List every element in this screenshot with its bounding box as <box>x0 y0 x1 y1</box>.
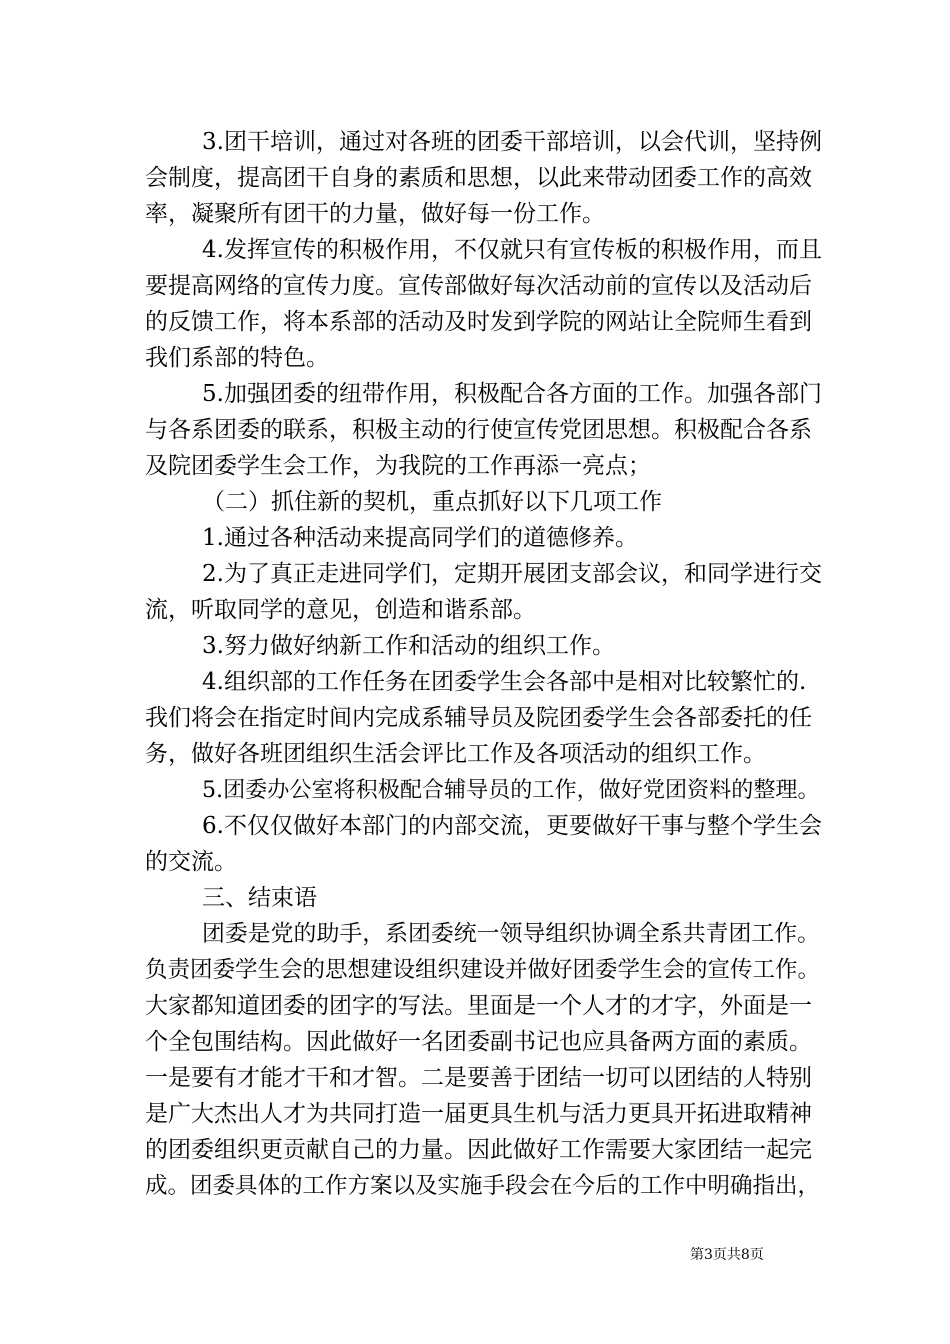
text-line-8: 5.加强团委的纽带作用，积极配合各方面的工作。加强各部门 <box>202 381 822 407</box>
text-line-30: 成。团委具体的工作方案以及实施手段会在今后的工作中明确指出， <box>145 1173 821 1199</box>
text-line-7: 我们系部的特色。 <box>145 345 329 371</box>
text-line-16: 4.组织部的工作任务在团委学生会各部中是相对比较繁忙的. <box>202 669 807 695</box>
text-line-2: 会制度，提高团干自身的素质和思想，以此来带动团委工作的高效 <box>145 165 812 191</box>
text-line-24: 负责团委学生会的思想建设组织建设并做好团委学生会的宣传工作。 <box>145 957 821 983</box>
section-heading-3: 三、结束语 <box>202 885 317 911</box>
section-heading-2: （二）抓住新的契机，重点抓好以下几项工作 <box>202 489 662 515</box>
text-line-29: 的团委组织更贡献自己的力量。因此做好工作需要大家团结一起完 <box>145 1137 812 1163</box>
text-line-9: 与各系团委的联系，积极主动的行使宣传党团思想。积极配合各系 <box>145 417 812 443</box>
text-line-12: 1.通过各种活动来提高同学们的道德修养。 <box>202 525 638 551</box>
text-line-1: 3.团干培训，通过对各班的团委干部培训，以会代训，坚持例 <box>202 129 822 155</box>
text-line-14: 流，听取同学的意见，创造和谐系部。 <box>145 597 536 623</box>
text-line-13: 2.为了真正走进同学们，定期开展团支部会议，和同学进行交 <box>202 561 822 587</box>
text-line-26: 个全包围结构。因此做好一名团委副书记也应具备两方面的素质。 <box>145 1029 812 1055</box>
text-line-27: 一是要有才能才干和才智。二是要善于团结一切可以团结的人特别 <box>145 1065 812 1091</box>
text-line-19: 5.团委办公室将积极配合辅导员的工作，做好党团资料的整理。 <box>202 777 820 803</box>
text-line-3: 率，凝聚所有团干的力量，做好每一份工作。 <box>145 201 605 227</box>
text-line-25: 大家都知道团委的团字的写法。里面是一个人才的才字，外面是一 <box>145 993 812 1019</box>
page-number: 第3页共8页 <box>690 1247 764 1263</box>
text-line-6: 的反馈工作，将本系部的活动及时发到学院的网站让全院师生看到 <box>145 309 812 335</box>
text-line-21: 的交流。 <box>145 849 237 875</box>
text-line-28: 是广大杰出人才为共同打造一届更具生机与活力更具开拓进取精神 <box>145 1101 812 1127</box>
text-line-23: 团委是党的助手，系团委统一领导组织协调全系共青团工作。 <box>202 921 821 947</box>
text-line-18: 务，做好各班团组织生活会评比工作及各项活动的组织工作。 <box>145 741 766 767</box>
text-line-20: 6.不仅仅做好本部门的内部交流，更要做好干事与整个学生会 <box>202 813 822 839</box>
text-line-10: 及院团委学生会工作，为我院的工作再添一亮点； <box>145 453 651 479</box>
text-line-15: 3.努力做好纳新工作和活动的组织工作。 <box>202 633 615 659</box>
text-line-5: 要提高网络的宣传力度。宣传部做好每次活动前的宣传以及活动后 <box>145 273 812 299</box>
text-line-17: 我们将会在指定时间内完成系辅导员及院团委学生会各部委托的任 <box>145 705 812 731</box>
text-line-4: 4.发挥宣传的积极作用，不仅就只有宣传板的积极作用，而且 <box>202 237 822 263</box>
